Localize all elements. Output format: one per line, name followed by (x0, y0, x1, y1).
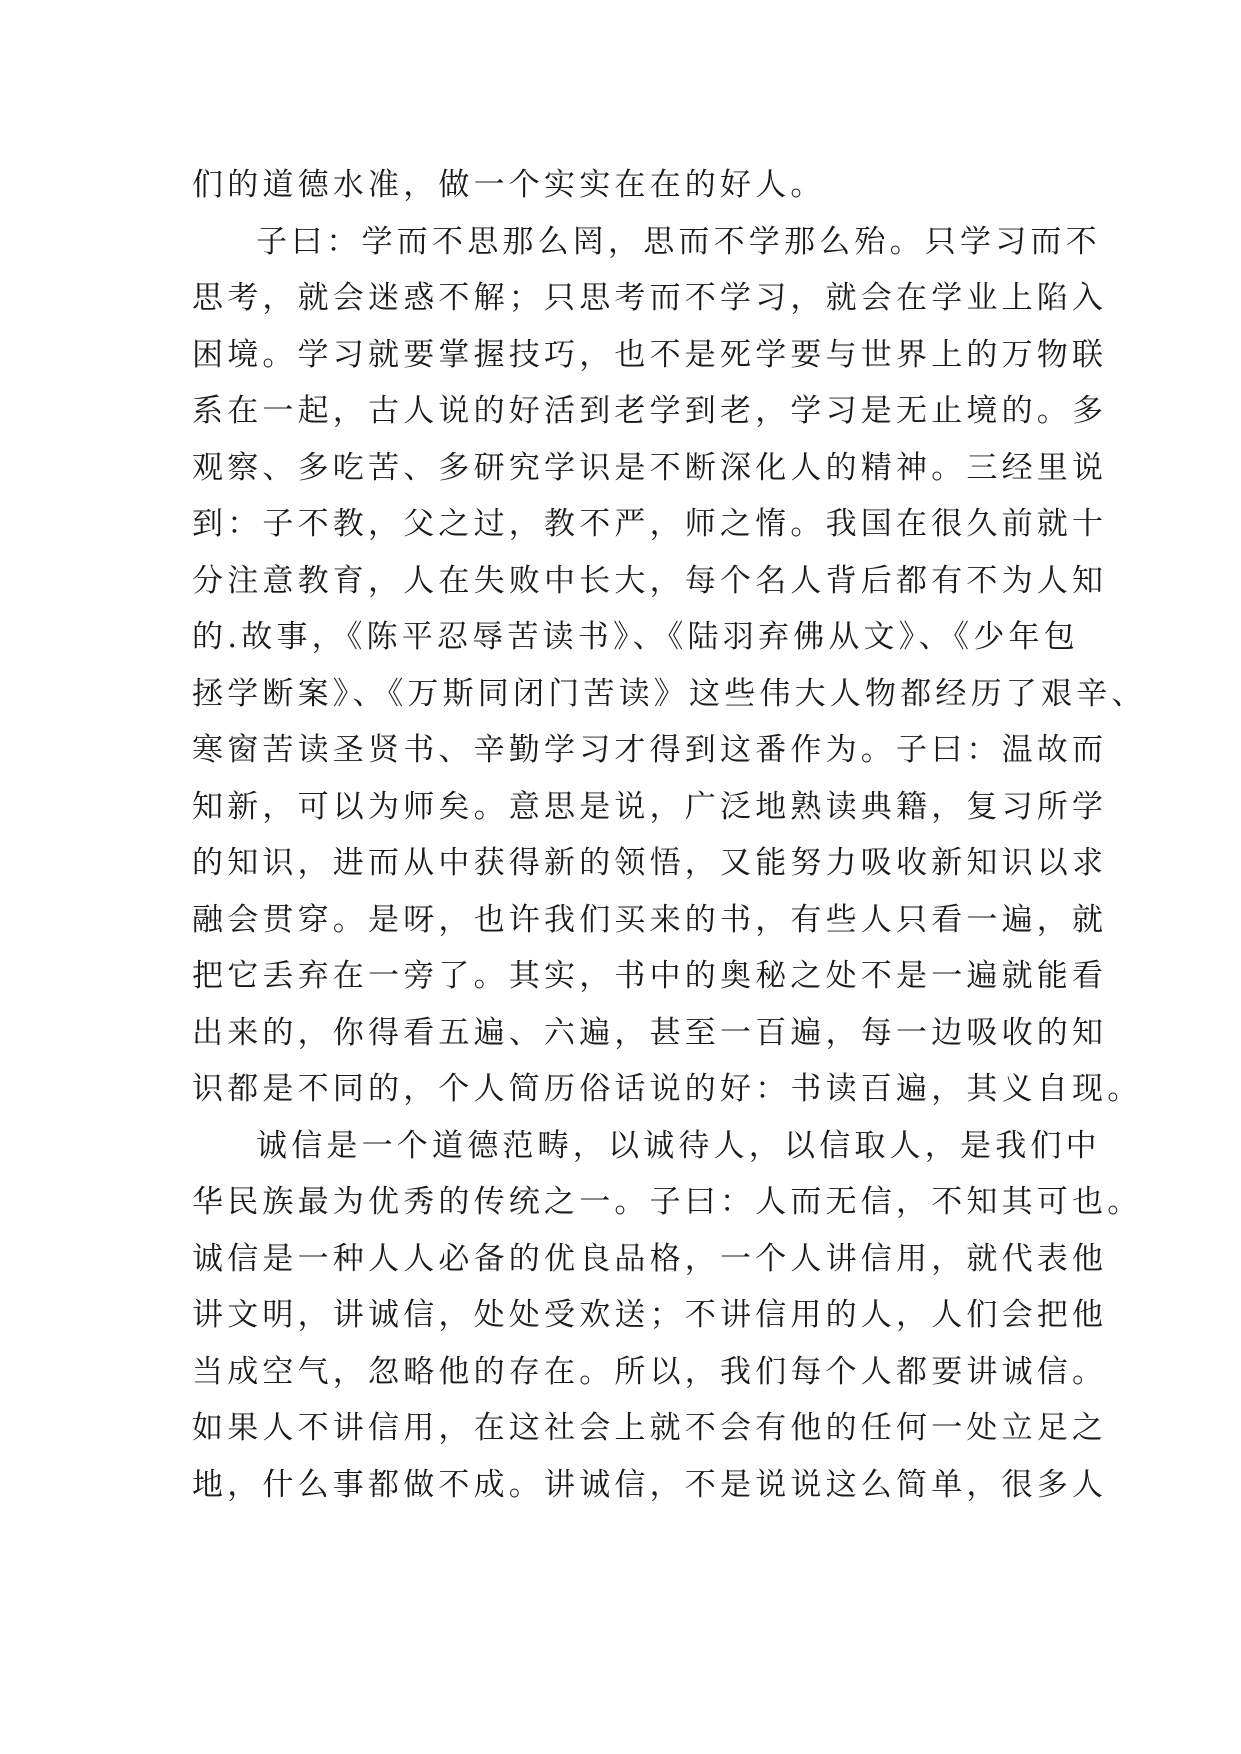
text-line: 思考，就会迷惑不解；只思考而不学习，就会在学业上陷入 (192, 280, 1108, 316)
text-line: 困境。学习就要掌握技巧，也不是死学要与世界上的万物联 (192, 336, 1108, 373)
text-line: 们的道德水准，做一个实实在在的好人。 (192, 167, 826, 203)
text-line: 的.故事，《陈平忍辱苦读书》、《陆羽弃佛从文》、《少年包 (192, 619, 1079, 655)
text-line: 融会贯穿。是呀，也许我们买来的书，有些人只看一遍，就 (192, 901, 1108, 938)
text-line: 识都是不同的，个人简历俗话说的好：书读百遍，其义自现。 (192, 1071, 1143, 1107)
body-text (192, 157, 1147, 1513)
text-line: 出来的，你得看五遍、六遍，甚至一百遍，每一边吸收的知 (192, 1014, 1108, 1051)
text-line: 系在一起，古人说的好活到老学到老，学习是无止境的。多 (192, 393, 1108, 429)
text-line: 地，什么事都做不成。讲诚信，不是说说这么简单，很多人 (192, 1466, 1108, 1503)
text-line: 如果人不讲信用，在这社会上就不会有他的任何一处立足之 (192, 1410, 1108, 1446)
text-line: 讲文明，讲诚信，处处受欢送；不讲信用的人，人们会把他 (192, 1297, 1108, 1333)
text-line: 华民族最为优秀的传统之一。子曰：人而无信，不知其可也。 (192, 1184, 1143, 1220)
text-line: 把它丢弃在一旁了。其实，书中的奥秘之处不是一遍就能看 (192, 958, 1108, 994)
text-line: 的知识，进而从中获得新的领悟，又能努力吸收新知识以求 (192, 845, 1108, 881)
text-line: 诚信是一种人人必备的优良品格，一个人讲信用，就代表他 (192, 1240, 1108, 1277)
text-line: 子曰：学而不思那么罔，思而不学那么殆。只学习而不 (256, 223, 1101, 260)
text-line: 当成空气，忽略他的存在。所以，我们每个人都要讲诚信。 (192, 1353, 1108, 1390)
text-line: 诚信是一个道德范畴，以诚待人，以信取人，是我们中 (256, 1127, 1101, 1164)
text-line: 寒窗苦读圣贤书、辛勤学习才得到这番作为。子曰：温故而 (192, 732, 1108, 768)
text-line: 知新，可以为师矣。意思是说，广泛地熟读典籍，复习所学 (192, 788, 1108, 825)
text-line: 分注意教育，人在失败中长大，每个名人背后都有不为人知 (192, 562, 1108, 599)
text-line: 拯学断案》、《万斯同闭门苦读》这些伟大人物都经历了艰辛、 (192, 675, 1147, 712)
text-line: 观察、多吃苦、多研究学识是不断深化人的精神。三经里说 (192, 449, 1108, 486)
text-line: 到：子不教，父之过，教不严，师之惰。我国在很久前就十 (192, 506, 1108, 542)
